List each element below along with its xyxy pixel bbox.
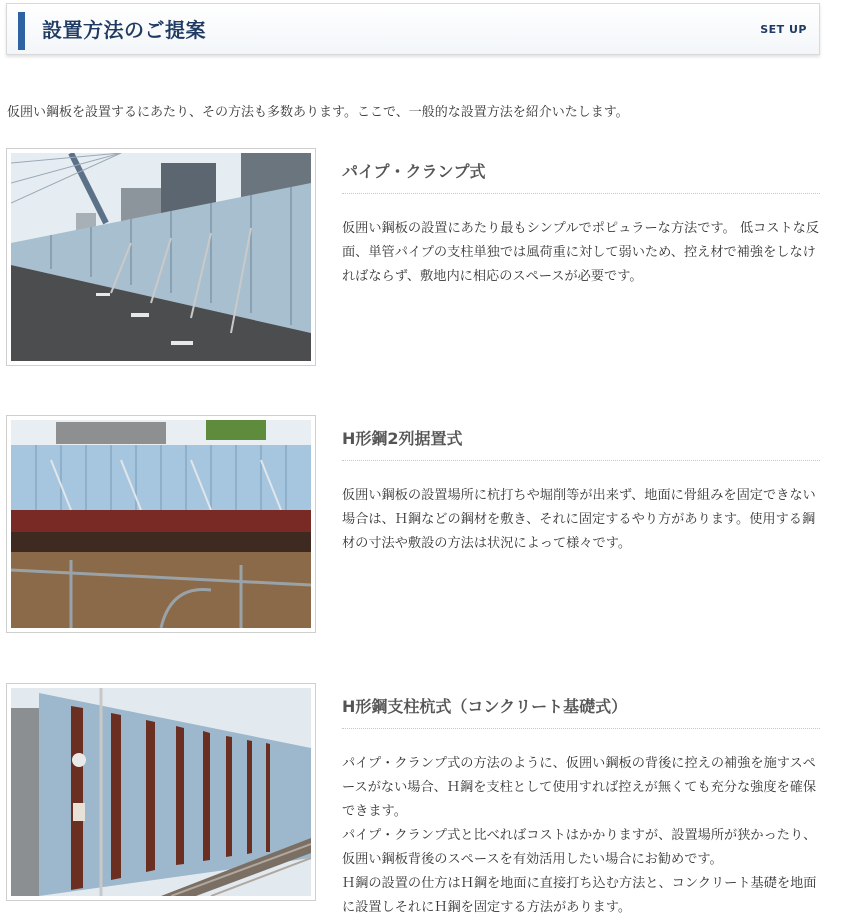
- divider: [342, 193, 820, 194]
- method-h-beam-two-row: [6, 415, 820, 635]
- header-accent-bar: [18, 12, 25, 50]
- description-paragraph: Ｈ鋼の設置の仕方はＨ鋼を地面に直接打ち込む方法と、コンクリート基礎を地面に設置しそれにＨ鋼を固定する方法があります。: [342, 876, 817, 915]
- method-h-beam-pile: [6, 683, 820, 915]
- method-title: H形鋼2列据置式: [342, 429, 463, 448]
- description-paragraph: パイプ・クランプ式と比べればコストはかかりますが、設置場所が狭かったり、仮囲い鋼板背後のスペースを有効活用したい場合にお勧めです。: [342, 828, 817, 867]
- section-header: [6, 3, 820, 55]
- description-paragraph: 仮囲い鋼板の設置場所に杭打ちや堀削等が出来ず、地面に骨組みを固定できない場合は、Ｈ鋼などの鋼材を敷き、それに固定するやり方があります。使用する鋼材の寸法や敷設の方法は状況によって様々です。: [342, 488, 816, 551]
- method-title: パイプ・クランプ式: [342, 162, 486, 181]
- h-beam-pile-fence-photo: [11, 688, 311, 896]
- method-photo: [6, 415, 316, 633]
- description-paragraph: パイプ・クランプ式の方法のように、仮囲い鋼板の背後に控えの補強を施すスペースがない場合、Ｈ鋼を支柱として使用すれば控えが無くても充分な強度を確保できます。: [342, 756, 817, 819]
- method-photo: [6, 683, 316, 901]
- method-pipe-clamp: [6, 148, 820, 368]
- method-description: [342, 484, 820, 556]
- description-paragraph: 仮囲い鋼板の設置にあたり最もシンプルでポピュラーな方法です。 低コストな反面、単管パイプの支柱単独では風荷重に対して弱いため、控え材で補強をしなければならず、敷地内に相応のスペースが必要です。: [342, 221, 820, 284]
- intro-text: 仮囲い鋼板を設置するにあたり、その方法も多数あります。ここで、一般的な設置方法を紹介いたします。: [7, 105, 629, 120]
- divider: [342, 460, 820, 461]
- method-description: [342, 217, 820, 289]
- method-photo: [6, 148, 316, 366]
- method-title: H形鋼支柱杭式（コンクリート基礎式）: [342, 697, 628, 716]
- h-beam-two-row-fence-photo: [11, 420, 311, 628]
- page-title: 設置方法のご提案: [42, 18, 206, 42]
- method-description: [342, 752, 820, 920]
- section-subtitle: SET UP: [760, 23, 807, 36]
- divider: [342, 728, 820, 729]
- pipe-clamp-fence-photo: [11, 153, 311, 361]
